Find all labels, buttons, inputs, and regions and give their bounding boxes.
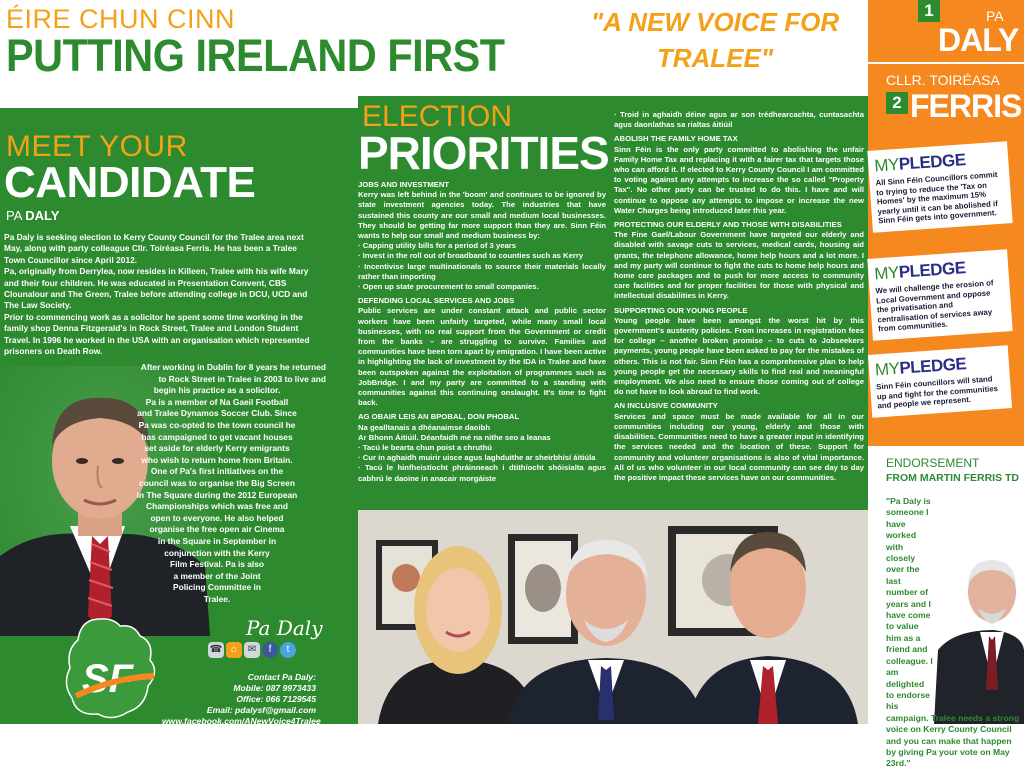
ballot-surname-ferris: FERRIS: [910, 88, 1022, 124]
candidate-signature: Pa Daly: [246, 616, 323, 640]
bio-line: conjunction with the Kerry: [164, 547, 270, 558]
bio-line: council was to organise the Big Screen: [139, 477, 295, 488]
twitter-icon[interactable]: t: [280, 642, 296, 658]
group-photo: [358, 510, 868, 724]
jobs-list: [358, 241, 606, 292]
priorities-column-2: [614, 110, 864, 483]
bio-line: Tralee.: [203, 593, 231, 604]
section-text: The Fine Gael/Labour Government have targeted our elderly and disabled with savage cuts to services, medical cards, housing aid grants, the telephone allowance, home help hours and a lot more. I and my party will continue to fight the cuts to home help hours and home care packages and to push for more access to community care facilities and for proper facilities for those with physical and intellectual disabilities in Kerry.: [614, 230, 864, 301]
intro-list: [614, 110, 864, 130]
section-text: Sinn Féin is the only party committed to abolishing the unfair Family Home Tax and replacing it with a fairer tax that targets those who can afford it. If elected to Kerry County Council I am committed to voting against any attempts to increase the so called "Property Tax". No other party can be trusted to do this. I have and will continue to oppose any attempts to impose or increase the new Water Charges being introduced later this year.: [614, 144, 864, 215]
pledge-card-2: [867, 249, 1012, 341]
section-heading: JOBS AND INVESTMENT: [358, 180, 450, 189]
pledge-text: Sinn Féin councillors will stand up and fight for the communities and people we represent.: [875, 374, 999, 411]
meet-heading: MEET YOUR: [6, 130, 188, 163]
bio-line: a member of the Joint: [173, 570, 261, 581]
mail-icon[interactable]: ✉: [244, 642, 260, 658]
pledge-word: PLEDGE: [898, 150, 967, 174]
bio-line: Pa is a member of Na Gaeil Football: [145, 396, 289, 407]
list-item: · Invest in the roll out of broadband to counties such as Kerry: [358, 251, 606, 261]
section-text: Kerry was left behind in the 'boom' and continues to be ignored by state investment agencies today. The industries that have sustained this county are our small and medium local businesses. They should be getting far more support than they are. Sinn Féin wants to help our small and medium business by:: [358, 190, 606, 241]
svg-text:SF: SF: [82, 657, 134, 701]
candidate-last-name: DALY: [25, 208, 60, 223]
bio-line: in The Square during the 2012 European: [136, 489, 298, 500]
candidate-bio: [4, 232, 316, 357]
header-quote: [560, 4, 870, 76]
bio-paragraph: Pa Daly is seeking election to Kerry County Council for the Tralee area next May, along with party colleague Cllr. Toiréasa Ferris. He has been a Tralee Town Councillor since April 2012.: [4, 232, 304, 265]
bio-line: who wish to return home from Britain.: [141, 454, 293, 465]
bio-line: to Rock Street in Tralee in 2003 to live and: [158, 373, 326, 384]
section-text: Na gealltanais a dhéanaimse daoibh: [358, 422, 491, 432]
facebook-icon[interactable]: f: [262, 642, 278, 658]
candidate-heading: CANDIDATE: [4, 158, 256, 207]
header: [0, 0, 868, 108]
sinn-fein-logo-icon: [62, 616, 162, 724]
section-heading: AN INCLUSIVE COMMUNITY: [614, 401, 718, 411]
social-icons: [208, 642, 296, 658]
section-heading: AG OBAIR LEIS AN BPOBAL, DON PHOBAL: [358, 412, 520, 422]
endorsement-quote-text: "Pa Daly is someone I have worked with closely over the last number of years and I have come to value him as a friend and colleague. I am delighted to endorse his campaign. Tralee needs a strong voice on Kerry County Council and you can make that happen by giving Pa your vote on May 23rd.": [886, 496, 1020, 769]
header-main-title: PUTTING IRELAND FIRST: [6, 30, 505, 81]
section-heading: PROTECTING OUR ELDERLY AND THOSE WITH DISABILITIES: [614, 220, 842, 230]
candidate-bio-continued: [108, 362, 326, 605]
pledge-my: MY: [873, 154, 900, 176]
section-text: Public services are under constant attack and public sector workers have been unfairly targeted, while many small local businesses, with no real support from the Government or credit from the banks – are struggling to survive. Families and communities have been torn apart by emigration. I have been active in highlighting the lack of investment by the IDA in Tralee and have been outspoken against the exploitation of programmes such as JobBridge. I and my party are committed to a standing with communities against this continuing onslaught. It's time to fight back.: [358, 306, 606, 408]
contact-facebook[interactable]: www.facebook.com/ANewVoice4Tralee: [162, 716, 321, 726]
header-irish-title: ÉIRE CHUN CINN: [6, 4, 236, 34]
bio-paragraph: Pa, originally from Derrylea, now resides in Killeen, Tralee with his wife Mary and their four children. He was educated in Presentation Convent, CBS Clounalour and The Green, Tralee before attending college in DCU, UCD and The Law Society.: [4, 266, 309, 311]
ballot-surname-daly: DALY: [938, 22, 1019, 58]
endorsement-quote: [886, 496, 1020, 770]
bio-line: has campaigned to get vacant houses: [141, 431, 293, 442]
pledge-my: MY: [874, 358, 901, 380]
header-quote-line1: "A NEW VOICE FOR: [590, 7, 840, 37]
list-item: · Troid in aghaidh déine agus ar son trédhearcachta, cuntasachta agus daonlathas sa rialtas áitiúil: [614, 110, 864, 130]
bio-line: Policing Committee in: [173, 582, 261, 593]
bio-paragraph: Prior to commencing work as a solicitor he spent some time working in the family shop Denna Fitzgerald's in Rock Street, Tralee and London Student Travel. In 1996 he worked in the USA with an organisation which represented prisoners on Death Row.: [4, 311, 310, 357]
election-heading: ELECTION: [362, 100, 513, 133]
bio-line: set aside for elderly Kerry emigrants: [144, 443, 290, 454]
pledge-card-1: [867, 141, 1012, 233]
section-heading: DEFENDING LOCAL SERVICES AND JOBS: [358, 296, 515, 306]
priorities-section: [358, 96, 868, 510]
candidate-name: [6, 208, 59, 223]
pledge-text: We will challenge the erosion of Local Government and oppose the privatisation and centralisation of services away from communities.: [875, 278, 994, 334]
ballot-number-1: 1: [918, 0, 940, 22]
bio-line: One of Pa's first initiatives on the: [150, 466, 284, 477]
list-item: · Tacú le bearta chun poist a chruthú: [358, 443, 606, 453]
home-icon[interactable]: ⌂: [226, 642, 242, 658]
section-heading: SUPPORTING OUR YOUNG PEOPLE: [614, 305, 748, 315]
priorities-column-1: [358, 176, 606, 484]
section-text: Young people have been amongst the worst hit by this government's austerity policies. From increases in registration fees for college – another broken promise – to cuts to Jobseekers payments, young people have been asked to pay for the mistakes of others. This is not fair. Sinn Féin has a comprehensive plan to help young people get the necessary skills to find real and meaningful employment. We also need to ensure those coming out of college do not have to look abroad to find work.: [614, 315, 864, 397]
list-item: · Incentivise large multinationals to source their materials locally rather than importing: [358, 262, 606, 282]
bio-line: open to everyone. He also helped: [150, 512, 284, 523]
bio-line: Film Festival. Pa is also: [169, 559, 265, 570]
quote-wrap-spacer: [933, 540, 1019, 710]
bio-line: in the Square in September in: [157, 535, 277, 546]
pledge-word: PLEDGE: [898, 354, 967, 378]
section-heading: ABOLISH THE FAMILY HOME TAX: [614, 134, 738, 144]
candidate-first-name: PA: [6, 208, 26, 223]
pledge-word: PLEDGE: [898, 258, 967, 282]
contact-label: Contact Pa Daly:: [247, 672, 316, 682]
contact-mobile: Mobile: 087 9973433: [233, 683, 316, 693]
pledge-card-3: [868, 345, 1012, 417]
ballot-number-2: 2: [886, 92, 908, 114]
ballot-first-name: PA: [986, 8, 1004, 24]
bio-line: and Tralee Dynamos Soccer Club. Since: [137, 408, 297, 419]
section-text: Ar Bhonn Áitiúil. Déanfaidh mé na nithe seo a leanas: [358, 432, 551, 442]
divider: [868, 62, 1024, 64]
list-item: · Tacú le hinfheistíocht phráinneach i dtithíocht shóisialta agus cabhrú le daoine in anacair morgáiste: [358, 463, 606, 483]
bio-line: Pa was co-opted to the town council he: [138, 419, 296, 430]
list-item: · Open up state procurement to small companies.: [358, 282, 606, 292]
section-text: Services and space must be made available for all in our communities including our young, elderly and those with disabilities. Communities need to have a greater input in identifying the services needed and the location of these. Support for community and volunteer organisations is also of vital importance. All of us who volunteer in our local community can see day to day the positive impact these services have on our communities.: [614, 411, 864, 482]
pledge-text: All Sinn Féin Councillors commit to trying to reduce the 'Tax on Homes' by the maximum 15% yearly until it can be abolished if Sinn Féin gets into government.: [875, 169, 999, 226]
priorities-heading: PRIORITIES: [358, 127, 609, 179]
bio-line: begin his practice as a solicitor.: [153, 385, 281, 396]
header-quote-line2: TRALEE": [656, 43, 774, 73]
phone-icon[interactable]: ☎: [208, 642, 224, 658]
contact-office: Office: 066 7129545: [236, 694, 316, 704]
contact-email[interactable]: Email: pdalysf@gmail.com: [206, 705, 316, 715]
bio-line: organise the free open air Cinema: [149, 524, 285, 535]
irish-list: [358, 443, 606, 484]
pledge-my: MY: [873, 262, 900, 284]
endorsement-label: ENDORSEMENT: [886, 456, 980, 470]
list-item: · Cur in aghaidh muirir uisce agus laghduithe ar sheirbhísí áitiúla: [358, 453, 606, 463]
bio-line: After working in Dublin for 8 years he returned: [140, 362, 326, 372]
bio-line: Championships which was free and: [146, 501, 288, 512]
candidate-panel: [0, 108, 358, 724]
endorsement-from: FROM MARTIN FERRIS TD: [886, 472, 1019, 484]
list-item: · Capping utility bills for a period of 3 years: [358, 241, 606, 251]
ballot-cllr-name: CLLR. TOIRÉASA: [886, 72, 1000, 88]
contact-details: [162, 672, 321, 727]
